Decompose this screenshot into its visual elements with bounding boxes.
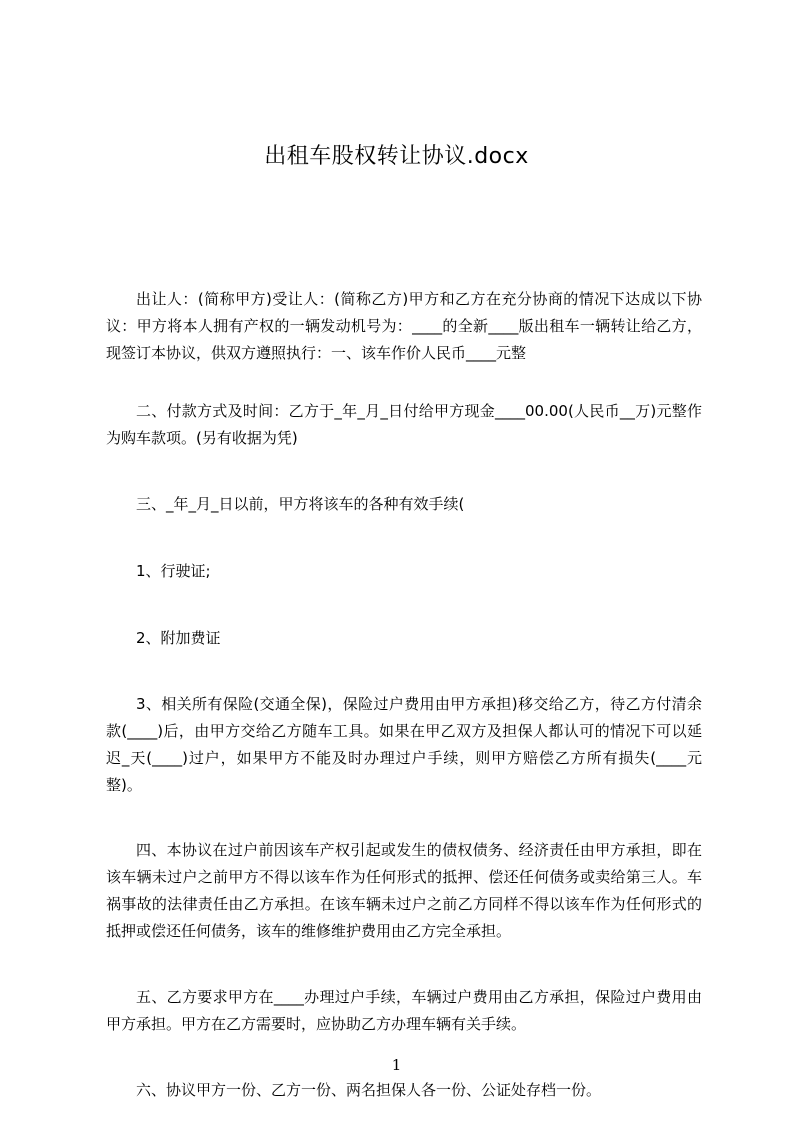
paragraph-item-insurance: 3、相关所有保险(交通全保)，保险过户费用由甲方承担)移交给乙方，待乙方付清余款(____)后，由甲方交给乙方随车工具。如果在甲乙双方及担保人都认可的情况下可以延迟_天(____)过户，如果甲方不能及时办理过户手续，则甲方赔偿乙方所有损失(____元整)。 <box>106 695 702 794</box>
paragraph-transfer: 五、乙方要求甲方在____办理过户手续，车辆过户费用由乙方承担，保险过户费用由甲方承担。甲方在乙方需要时，应协助乙方办理车辆有关手续。 <box>106 988 702 1033</box>
paragraph-item-license: 1、行驶证; <box>136 562 211 580</box>
paragraph-payment: 二、付款方式及时间：乙方于_年_月_日付给甲方现金____00.00(人民币__万)元整作为购车款项。(另有收据为凭) <box>106 402 702 447</box>
paragraph-item-fee-cert: 2、附加费证 <box>136 629 221 647</box>
paragraph-liability: 四、本协议在过户前因该车产权引起或发生的债权债务、经济责任由甲方承担，即在该车辆未过户之前甲方不得以该车作为任何形式的抵押、偿还任何债务或卖给第三人。车祸事故的法律责任由乙方承担。在该车辆未过户之前乙方同样不得以该车作为任何形式的抵押或偿还任何债务，该车的维修维护费用由乙方完全承担。 <box>106 841 702 940</box>
paragraph-intro: 出让人：(简称甲方)受让人：(简称乙方)甲方和乙方在充分协商的情况下达成以下协议：甲方将本人拥有产权的一辆发动机号为：____的全新____版出租车一辆转让给乙方，现签订本协议，供双方遵照执行：一、该车作价人民币____元整 <box>106 290 702 362</box>
paragraph-procedures: 三、_年_月_日以前，甲方将该车的各种有效手续( <box>136 495 465 513</box>
document-body <box>106 286 702 1104</box>
page-number: 1 <box>391 1056 402 1074</box>
paragraph-copies: 六、协议甲方一份、乙方一份、两名担保人各一份、公证处存档一份。 <box>136 1081 602 1099</box>
page-title: 出租车股权转让协议.docx <box>264 144 529 169</box>
